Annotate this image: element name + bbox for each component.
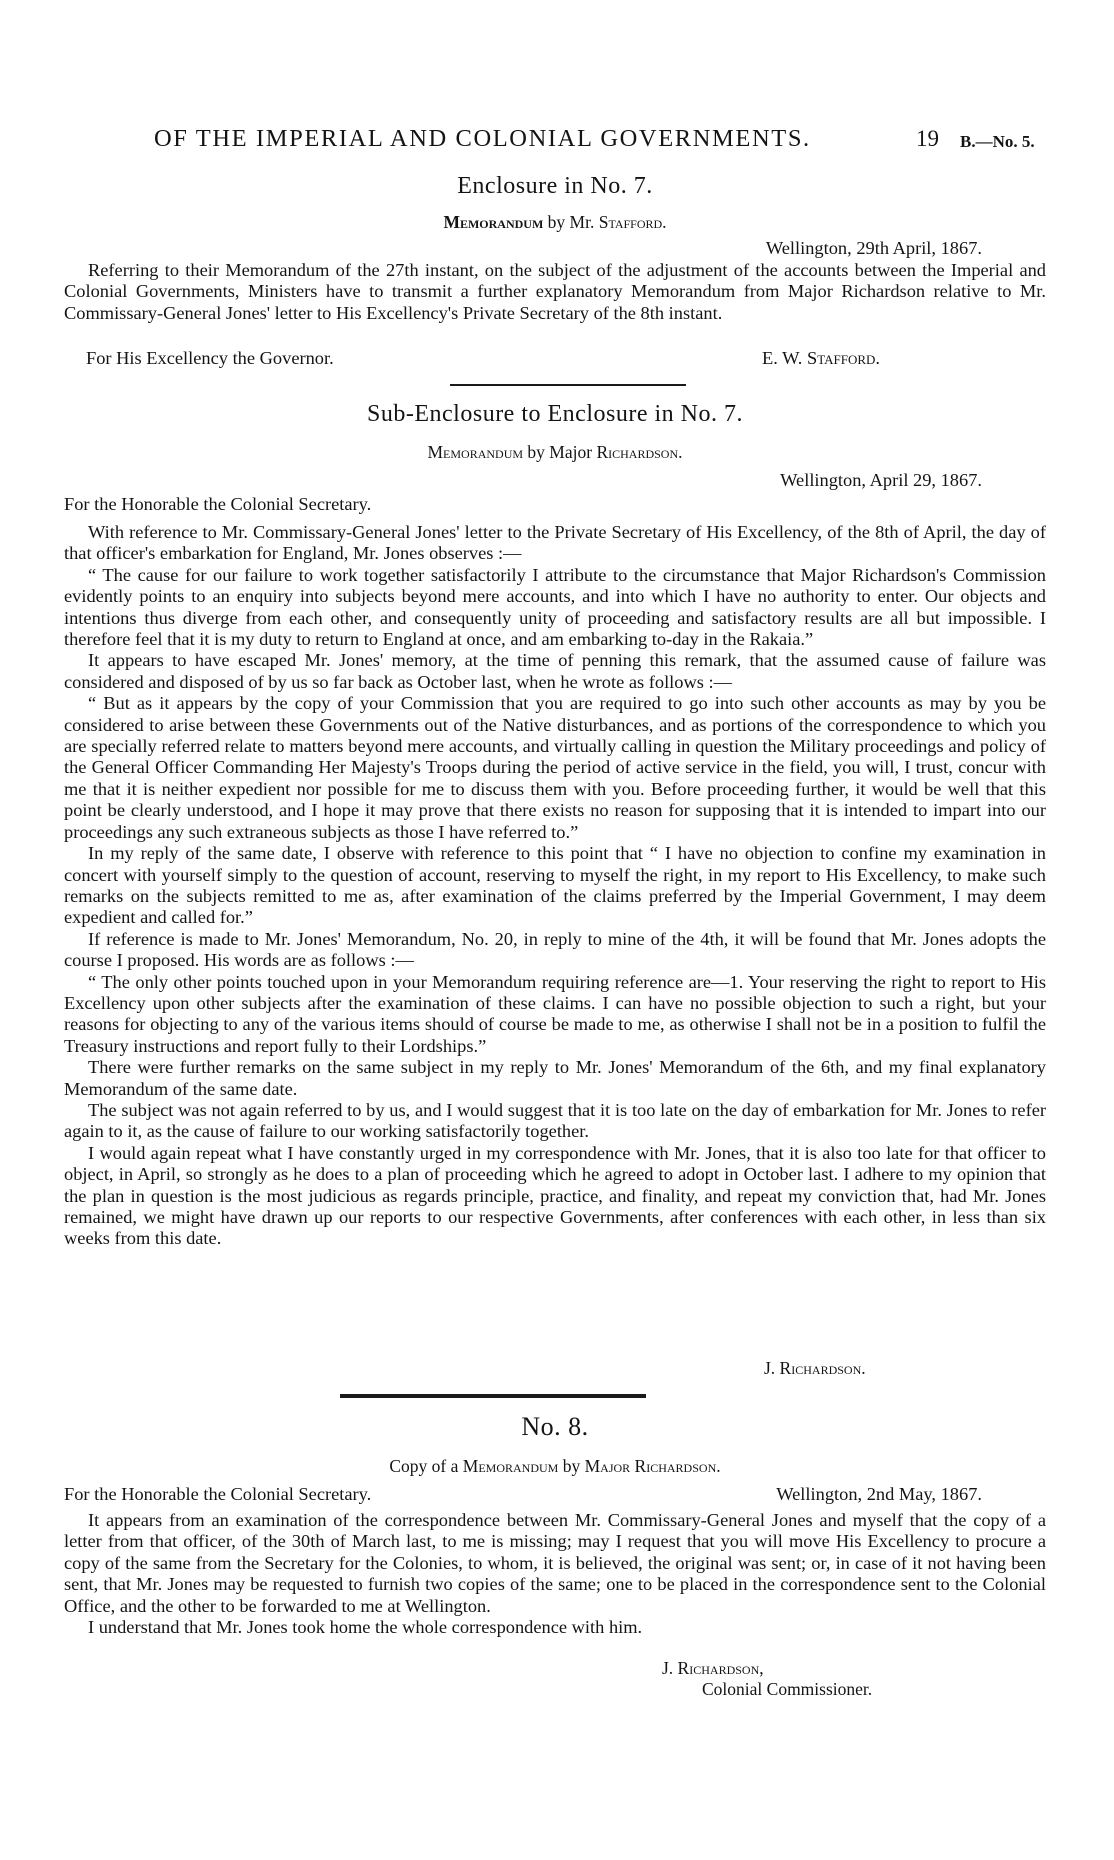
- subenclosure-heading: Sub-Enclosure to Enclosure in No. 7.: [367, 401, 743, 427]
- no8-signature-name: J. Richardson,: [662, 1658, 764, 1678]
- subenclosure-body: [64, 522, 1046, 1250]
- no8-heading: No. 8.: [521, 1412, 589, 1441]
- memorandum-label: Memorandum: [443, 212, 544, 232]
- memorandum-label: Memorandum: [462, 1456, 559, 1476]
- enclosure-addressee: For His Excellency the Governor.: [86, 348, 334, 368]
- enclosure-dateline: Wellington, 29th April, 1867.: [765, 238, 982, 258]
- section-divider: [450, 384, 686, 386]
- enclosure-closing: [86, 348, 880, 369]
- body-paragraph: It appears to have escaped Mr. Jones' memory, at the time of penning this remark, that the assumed cause of failure was considered and disposed of by us so far back as October last, when he wrote as follows :—: [64, 650, 1046, 692]
- no8-signature-block: [662, 1658, 872, 1700]
- body-paragraph: I understand that Mr. Jones took home the whole correspondence with him.: [88, 1617, 643, 1638]
- no8-addressee: For the Honorable the Colonial Secretary.: [64, 1484, 372, 1504]
- running-header: [128, 125, 1068, 158]
- subheading-by: by Mr.: [547, 212, 595, 232]
- quote-paragraph: “ The only other points touched upon in your Memorandum requiring reference are—1. Your reserving the right to report to His Excellency upon other subjects after the examination of these claims. I can have no possible objection to such a right, but your reasons for objecting to any of the various items should of course be made to me, as otherwise I shall not be in a position to fulfil the Treasury instructions and report fully to their Lordships.”: [64, 971, 1046, 1056]
- paper-reference: B.—No. 5.: [960, 132, 1035, 151]
- body-paragraph: In my reply of the same date, I observe with reference to this point that “ I have no objection to confine my examination in concert with yourself simply to the question of account, reserving to myself the right, in my report to His Excellency, to make such remarks on the subjects remitted to me as, after examination of the claims preferred by the Imperial Government, I may deem expedient and called for.”: [64, 843, 1046, 928]
- author-name: Stafford.: [598, 212, 667, 232]
- subenclosure-signature: J. Richardson.: [764, 1358, 866, 1378]
- enclosure-signature: E. W. Stafford.: [762, 348, 880, 368]
- no8-dateline: Wellington, 2nd May, 1867.: [776, 1484, 982, 1504]
- body-paragraph: If reference is made to Mr. Jones' Memorandum, No. 20, in reply to mine of the 4th, it will be found that Mr. Jones adopts the course I proposed. His words are as follows :—: [64, 928, 1046, 971]
- subenclosure-dateline: Wellington, April 29, 1867.: [780, 470, 982, 490]
- quote-paragraph: “ But as it appears by the copy of your Commission that you are required to go into such other accounts as may by you be considered to arise between these Governments out of the Native disturbances, and as portions of the correspondence to which you are specially referred relate to matters beyond mere accounts, and virtually calling in question the Military proceedings and policy of the General Officer Commanding Her Majesty's Troops during the period of active service in the field, you will, I trust, concur with me that it is neither expedient nor possible for me to discuss them with you. Before proceeding further, it would be well that this point be clearly understood, and I hope it may prove that there exists no reason for supposing that it is intended to impart into our proceedings any such extraneous subjects as those I have referred to.”: [64, 693, 1046, 842]
- quote-paragraph: “ The cause for our failure to work together satisfactorily I attribute to the circumstance that Major Richardson's Commission evidently points to an enquiry into subjects beyond mere accounts, and into which I have no authority to enter. Our objects and intentions thus diverge from each other, and consequently unity of proceeding and satisfactory results are all but impossible. I therefore feel that it is my duty to return to England at once, and am embarking to-day in the Rakaia.”: [64, 564, 1046, 650]
- body-paragraph: The subject was not again referred to by us, and I would suggest that it is too late on the day of embarkation for Mr. Jones to refer again to it, as the cause of failure to our working satisfactorily together.: [64, 1099, 1046, 1142]
- body-paragraph: With reference to Mr. Commissary-General Jones' letter to the Private Secretary of His Excellency, of the 8th of April, the day of that officer's embarkation for England, Mr. Jones observes :—: [64, 522, 1046, 564]
- body-paragraph: It appears from an examination of the correspondence between Mr. Commissary-General Jones and myself that the copy of a letter from that officer, of the 30th of March last, to me is missing; may I request that you will move His Excellency to procure a copy of the same from the Secretary for the Colonies, to whom, it is believed, the original was sent; or, in case of it not having been sent, that Mr. Jones may be requested to furnish two copies of the same; one to be placed in the correspondence sent to the Colonial Office, and the other to be forwarded to me at Wellington.: [64, 1510, 1046, 1616]
- enclosure-subheading: [64, 212, 1046, 233]
- enclosure-heading: Enclosure in No. 7.: [457, 173, 653, 199]
- section-divider: [340, 1394, 646, 1398]
- no8-body: [64, 1510, 1046, 1638]
- subenclosure-subheading: [64, 442, 1046, 463]
- subheading-prefix: Copy of a: [389, 1456, 459, 1476]
- enclosure-body: [64, 260, 1046, 324]
- header-title: OF THE IMPERIAL AND COLONIAL GOVERNMENTS.: [154, 125, 811, 152]
- subenclosure-addressee: For the Honorable the Colonial Secretary.: [64, 494, 372, 514]
- subheading-by: by Major: [527, 442, 593, 462]
- page-number: 19: [916, 126, 939, 151]
- subheading-by: by: [562, 1456, 581, 1476]
- no8-address-line: [64, 1484, 982, 1505]
- no8-signature-title: Colonial Commissioner.: [702, 1679, 873, 1699]
- author-name: Richardson.: [596, 442, 683, 462]
- body-paragraph: There were further remarks on the same subject in my reply to Mr. Jones' Memorandum of the 6th, and my final explanatory Memorandum of the same date.: [64, 1057, 1046, 1099]
- body-paragraph: I would again repeat what I have constantly urged in my correspondence with Mr. Jones, that it is also too late for that officer to object, in April, so strongly as he does to a plan of proceeding which he agreed to adopt in October last. I adhere to my opinion that the plan in question is the most judicious as regards principle, practice, and finality, and repeat my conviction that, had Mr. Jones remained, we might have drawn up our reports to our respective Governments, after conferences with each other, in less than six weeks from this date.: [64, 1142, 1046, 1249]
- memorandum-label: Memorandum: [427, 442, 524, 462]
- no8-subheading: [64, 1456, 1046, 1477]
- enclosure-paragraph: Referring to their Memorandum of the 27th instant, on the subject of the adjustment of the accounts between the Imperial and Colonial Governments, Ministers have to transmit a further explanatory Memorandum from Major Richardson relative to Mr. Commissary-General Jones' letter to His Excellency's Private Secretary of the 8th instant.: [64, 260, 1046, 323]
- author-name: Major Richardson.: [584, 1456, 721, 1476]
